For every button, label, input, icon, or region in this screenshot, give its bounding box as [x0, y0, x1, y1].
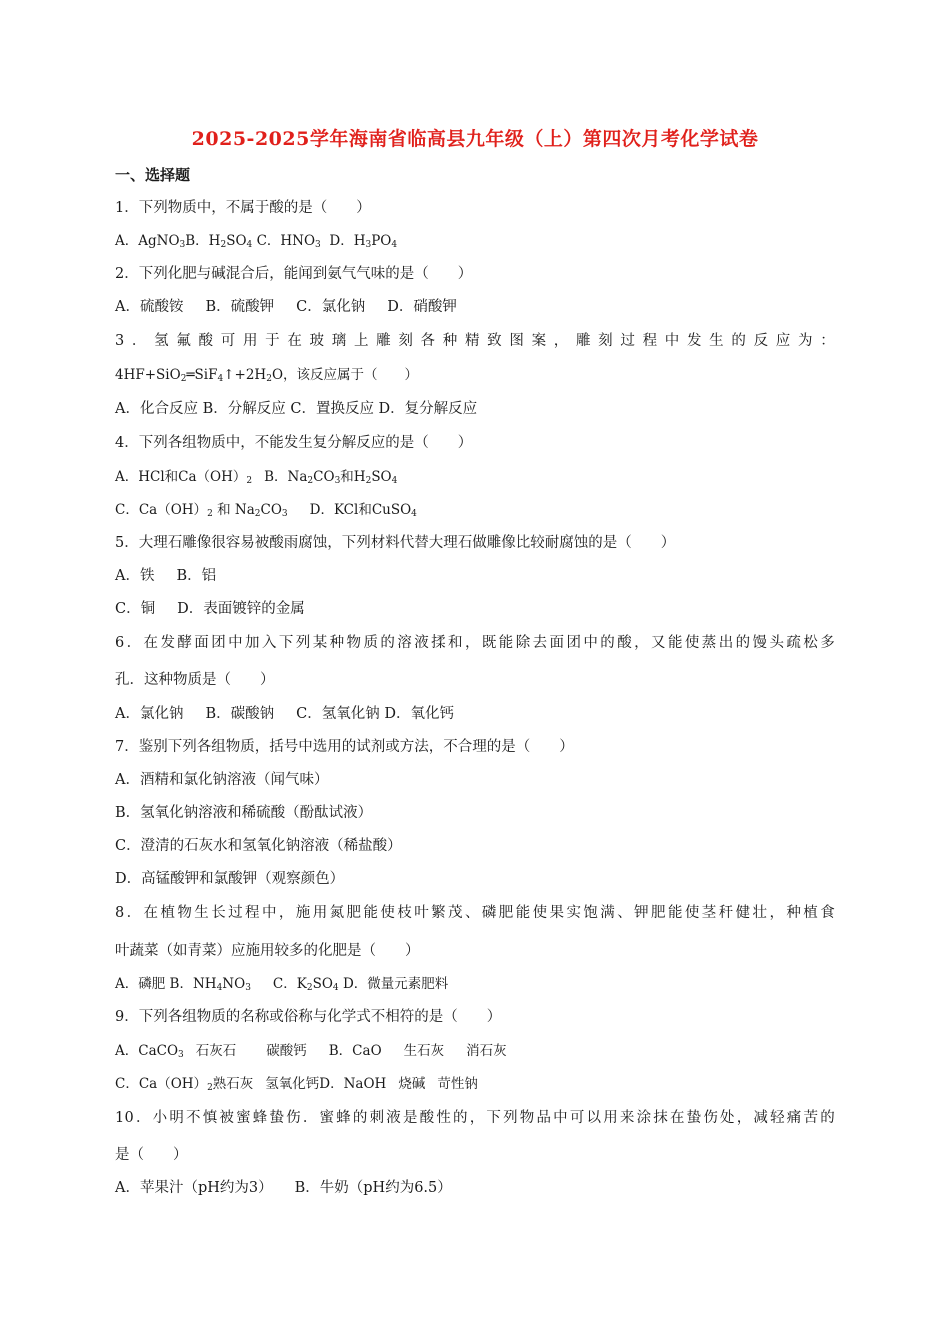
question-8-options: A．磷肥 B．$NH_4NO_3$ C．$K_2SO_4$ D．微量元素肥料 [115, 976, 449, 993]
page-title: 2025-2025学年海南省临高县九年级（上）第四次月考化学试卷 [191, 128, 759, 150]
question-3-equation: $4HF+SiO_2═SiF_4↑+2H_2O$，该反应属于（ ） [115, 367, 419, 384]
question-10-options: A．苹果汁（pH约为3） B．牛奶（pH约为6.5） [115, 1180, 452, 1196]
question-6-options: A．氯化钠 B．碳酸钠 C．氢氧化钠 D．氧化钙 [115, 706, 454, 722]
question-6-stem-line1: 6．在发酵面团中加入下列某种物质的溶液揉和，既能除去面团中的酸，又能使蒸出的馒头疏松多 [115, 635, 835, 651]
question-7-option-b: B．氢氧化钠溶液和稀硫酸（酚酞试液） [115, 805, 373, 821]
question-7-option-a: A．酒精和氯化钠溶液（闻气味） [115, 772, 329, 788]
section-heading: 一、选择题 [115, 166, 191, 184]
question-4-options-cd: C．$Ca(OH)_2$ 和 $Na_2CO_3$ D．KCl和CuSO$_4$ [115, 502, 417, 519]
question-2-options: A．硫酸铵 B．硫酸钾 C．氯化钠 D．硝酸钾 [115, 299, 457, 315]
question-3-options: A．化合反应 B．分解反应 C．置换反应 D．复分解反应 [115, 401, 478, 417]
question-7-stem: 7．鉴别下列各组物质，括号中选用的试剂或方法，不合理的是（ ） [115, 739, 574, 755]
question-1-options: A．AgNO$_3$B．$H_2SO_4$ C．$HNO_3$ D．$H_3PO_4$ [115, 233, 398, 250]
question-9-options-ab: A．CaCO$_3$ 石灰石 碳酸钙 B．CaO 生石灰 消石灰 [115, 1043, 507, 1060]
question-5-options-ab: A．铁 B．铝 [115, 568, 217, 584]
question-4-stem: 4．下列各组物质中，不能发生复分解反应的是（ ） [115, 435, 473, 451]
question-7-option-d: D．高锰酸钾和氯酸钾（观察颜色） [115, 871, 345, 887]
question-9-options-cd: C．$Ca(OH)_2$熟石灰 氢氧化钙D．NaOH 烧碱 苛性钠 [115, 1076, 478, 1093]
question-1-stem: 1．下列物质中，不属于酸的是（ ） [115, 200, 371, 216]
question-5-options-cd: C．铜 D．表面镀锌的金属 [115, 601, 305, 617]
question-5-stem: 5．大理石雕像很容易被酸雨腐蚀，下列材料代替大理石做雕像比较耐腐蚀的是（ ） [115, 535, 676, 551]
question-7-option-c: C．澄清的石灰水和氢氧化钠溶液（稀盐酸） [115, 838, 402, 854]
question-8-stem-line2: 叶蔬菜（如青菜）应施用较多的化肥是（ ） [115, 943, 420, 959]
question-4-options-ab: A．HCl和$Ca(OH)_2$ B．$Na_2CO_3$和$H_2SO_4$ [115, 469, 398, 486]
question-3-stem: 3．氢氟酸可用于在玻璃上雕刻各种精致图案，雕刻过程中发生的反应为： [115, 333, 835, 349]
question-2-stem: 2．下列化肥与碱混合后，能闻到氨气气味的是（ ） [115, 266, 473, 282]
question-10-stem-line2: 是（ ） [115, 1147, 188, 1163]
question-8-stem-line1: 8．在植物生长过程中，施用氮肥能使枝叶繁茂、磷肥能使果实饱满、钾肥能使茎秆健壮，种植食 [115, 905, 835, 921]
question-9-stem: 9．下列各组物质的名称或俗称与化学式不相符的是（ ） [115, 1009, 502, 1025]
question-6-stem-line2: 孔．这种物质是（ ） [115, 672, 275, 688]
question-10-stem-line1: 10．小明不慎被蜜蜂蛰伤．蜜蜂的刺液是酸性的，下列物品中可以用来涂抹在蛰伤处，减轻痛苦的 [115, 1110, 835, 1126]
